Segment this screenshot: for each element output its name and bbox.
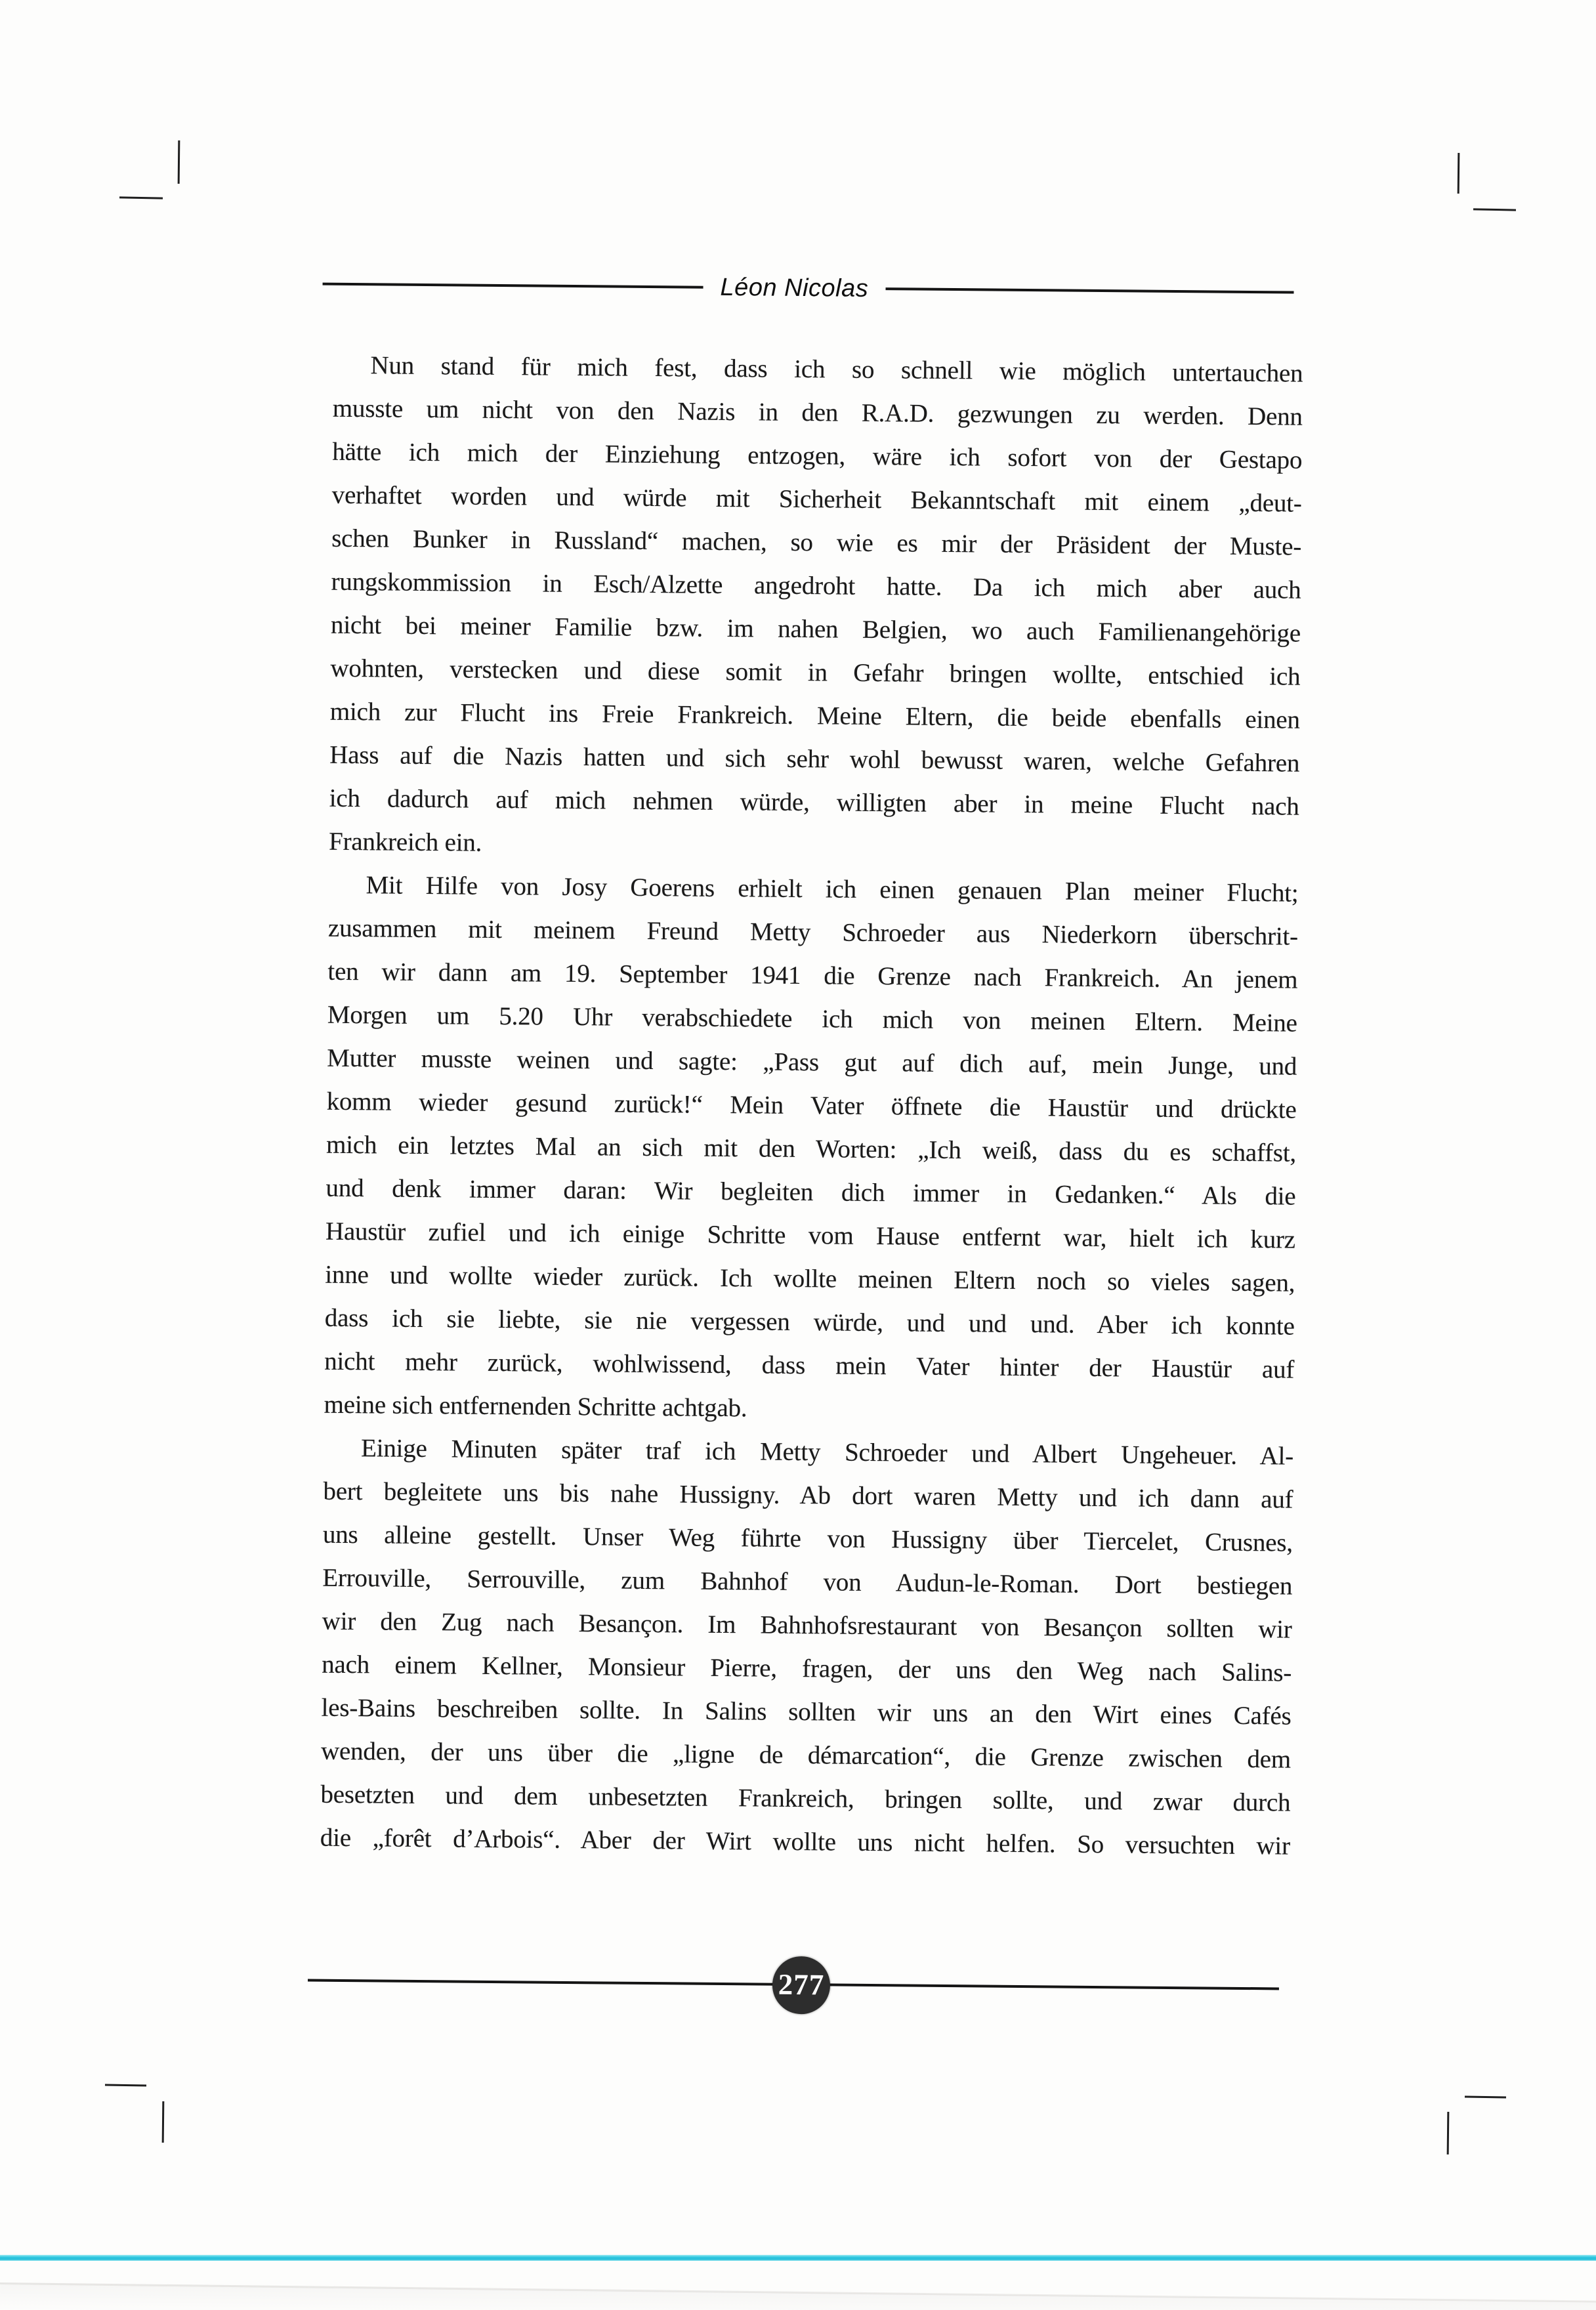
text-line: Mit Hilfe von Josy Goerens erhielt ich einen genauen Plan meiner Flucht; [366,871,1299,908]
text-line: Morgen um 5.20 Uhr verabschiedete ich mich von meinen Eltern. Meine [327,1000,1297,1038]
text-line: les-Bains beschreiben sollte. In Salins sollten wir uns an den Wirt eines Cafés [321,1693,1292,1731]
text-line: hätte ich mich der Einziehung entzogen, wäre ich sofort von der Gestapo [332,437,1303,474]
running-header [322,269,1293,308]
text-line: nach einem Kellner, Monsieur Pierre, fragen, der uns den Weg nach Salins- [322,1650,1292,1687]
text-line: Frankreich ein. [328,827,482,857]
header-rule-right [885,287,1293,293]
text-line: zusammen mit meinem Freund Metty Schroeder aus Niederkorn überschrit- [327,914,1299,951]
text-line: verhaftet worden und würde mit Sicherheit Bekanntschaft mit einem „deut- [331,480,1302,518]
text-line: Mutter musste weinen und sagte: „Pass gut auf dich auf, mein Junge, und [327,1043,1297,1081]
text-line: mich ein letztes Mal an sich mit den Worten: „Ich weiß, dass du es schaffst, [326,1130,1297,1167]
text-line: ten wir dann am 19. September 1941 die Grenze nach Frankreich. An jenem [327,957,1298,994]
text-line: meine sich entfernenden Schritte achtgab. [324,1390,747,1423]
text-line: mich zur Flucht ins Freie Frankreich. Meine Eltern, die beide ebenfalls einen [329,697,1301,734]
paragraph [320,1427,1294,1868]
paragraph [324,864,1298,1435]
text-line: schen Bunker in Russland“ machen, so wie es mir der Präsident der Muste- [331,524,1302,561]
text-line: besetzten und dem unbesetzten Frankreich, bringen sollte, und zwar durch [320,1780,1291,1817]
text-line: wenden, der uns über die „ligne de démarcation“, die Grenze zwischen dem [320,1736,1292,1774]
page-number: 277 [778,1967,825,2002]
text-line: musste um nicht von den Nazis in den R.A.D. gezwungen zu werden. Denn [332,394,1303,431]
text-line: rungskommission in Esch/Alzette angedroht hatte. Da ich mich aber auch [331,567,1301,604]
page-title: Léon Nicolas [720,273,869,303]
text-line: nicht bei meiner Familie bzw. im nahen Belgien, wo auch Familienangehörige [330,610,1301,648]
text-line: komm wieder gesund zurück!“ Mein Vater öffnete die Haustür und drückte [326,1087,1297,1124]
text-line: Errouville, Serrouville, zum Bahnhof von Audun-le-Roman. Dort bestiegen [322,1563,1293,1601]
text-line: nicht mehr zurück, wohlwissend, dass mein Vater hinter der Haustür auf [324,1347,1295,1384]
text-line: und denk immer daran: Wir begleiten dich immer in Gedanken.“ Als die [326,1173,1296,1211]
text-line: Hass auf die Nazis hatten und sich sehr wohl bewusst waren, welche Gefahren [329,740,1300,778]
header-rule-left [323,283,704,289]
text-line: wir den Zug nach Besançon. Im Bahnhofsrestaurant von Besançon sollten wir [322,1606,1292,1644]
text-line: dass ich sie liebte, sie nie vergessen würde, und und und. Aber ich konnte [324,1303,1295,1341]
text-line: die „forêt d’Arbois“. Aber der Wirt wollte uns nicht helfen. So versuchten wir [320,1823,1291,1860]
text-line: Nun stand für mich fest, dass ich so schnell wie möglich untertauchen [370,351,1303,388]
page-number-badge [772,1956,831,2015]
text-line: inne und wollte wieder zurück. Ich wollte meinen Eltern noch so vieles sagen, [325,1260,1295,1297]
body-text [320,344,1303,1868]
text-line: uns alleine gestellt. Unser Weg führte von Hussigny über Tiercelet, Crusnes, [322,1520,1293,1557]
text-line: ich dadurch auf mich nehmen würde, willigten aber in meine Flucht nach [329,784,1299,821]
text-line: wohnten, verstecken und diese somit in Gefahr bringen wollte, entschied ich [330,654,1301,691]
paragraph [329,344,1303,872]
text-line: Einige Minuten später traf ich Metty Schroeder und Albert Ungeheuer. Al- [360,1434,1294,1471]
text-line: bert begleitete uns bis nahe Hussigny. Ab dort waren Metty und ich dann auf [323,1477,1293,1514]
bottom-accent-line [0,2255,1596,2261]
text-line: Haustür zufiel und ich einige Schritte vom Hause entfernt war, hielt ich kurz [325,1217,1296,1254]
